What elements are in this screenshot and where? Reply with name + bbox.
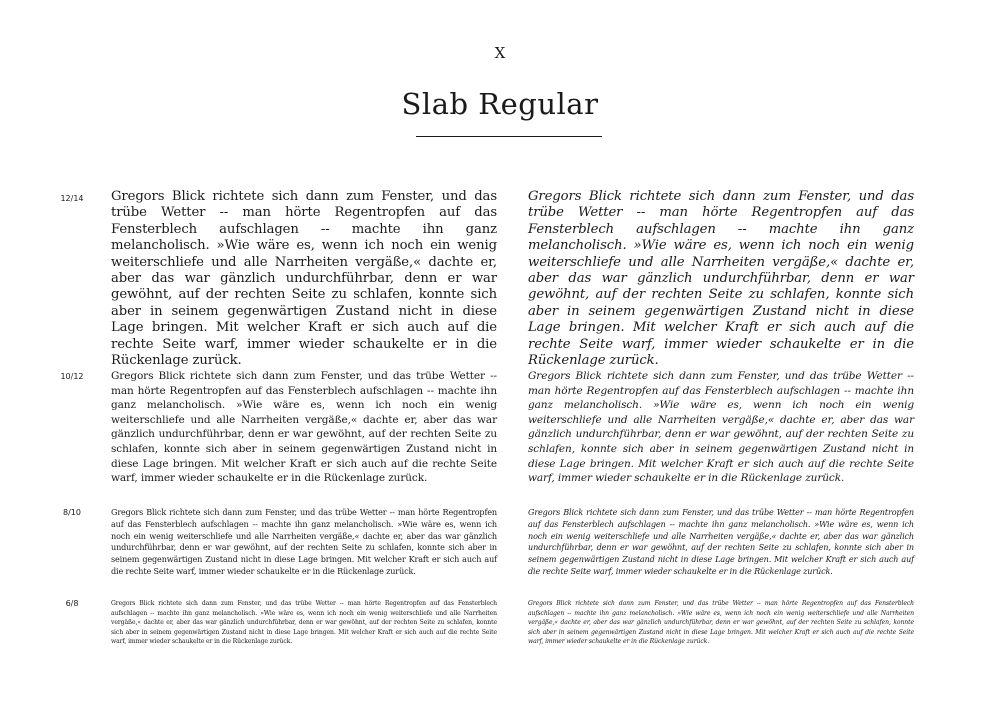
sample-italic-10-12: Gregors Blick richtete sich dann zum Fenster, und das trübe Wetter -- man hörte Regentropfen auf das Fensterblech aufschlagen -- machte ihn ganz melancholisch. »Wie wäre es, wenn ich noch ein wenig weiterschliefe und alle Narrheiten vergäße,« dachte er, aber das war gänzlich undurchführbar, denn er war gewöhnt, auf der rechten Seite zu schlafen, konnte sich aber in seinem gegenwärtigen Zustand nicht in diese Lage bringen. Mit welcher Kraft er sich auch auf die rechte Seite warf, immer wieder schaukelte er in die Rückenlage zurück. — [528, 370, 914, 485]
sample-italic-8-10: Gregors Blick richtete sich dann zum Fenster, und das trübe Wetter -- man hörte Regentropfen auf das Fensterblech aufschlagen -- machte ihn ganz melancholisch. »Wie wäre es, wenn ich noch ein wenig weiterschliefe und alle Narrheiten vergäße,« dachte er, aber das war gänzlich undurchführbar, denn er war gewöhnt, auf der rechten Seite zu schlafen, konnte sich aber in seinem gegenwärtigen Zustand nicht in diese Lage bringen. Mit welcher Kraft er sich auch auf die rechte Seite warf, immer wieder schaukelte er in die Rückenlage zurück. — [528, 507, 914, 576]
page-number: X — [494, 44, 506, 62]
size-label-8-10: 8/10 — [63, 508, 81, 517]
sample-regular-10-12: Gregors Blick richtete sich dann zum Fenster, und das trübe Wetter -- man hörte Regentropfen auf das Fensterblech aufschlagen -- machte ihn ganz melancholisch. »Wie wäre es, wenn ich noch ein wenig weiterschliefe und alle Narrheiten vergäße,« dachte er, aber das war gänzlich undurchführbar, denn er war gewöhnt, auf der rechten Seite zu schlafen, konnte sich aber in seinem gegenwärtigen Zustand nicht in diese Lage bringen. Mit welcher Kraft er sich auch auf die rechte Seite warf, immer wieder schaukelte er in die Rückenlage zurück. — [111, 370, 497, 485]
size-label-12-14: 12/14 — [60, 194, 84, 203]
size-label-10-12: 10/12 — [60, 372, 84, 381]
sample-italic-12-14: Gregors Blick richtete sich dann zum Fenster, und das trübe Wetter -- man hörte Regentropfen auf das Fensterblech aufschlagen -- machte ihn ganz melancholisch. »Wie wäre es, wenn ich noch ein wenig weiterschliefe und alle Narrheiten vergäße,« dachte er, aber das war gänzlich undurchführbar, denn er war gewöhnt, auf der rechten Seite zu schlafen, konnte sich aber in seinem gegenwärtigen Zustand nicht in diese Lage bringen. Mit welcher Kraft er sich auch auf die rechte Seite warf, immer wieder schaukelte er in die Rückenlage zurück. — [528, 189, 914, 369]
sample-italic-6-8: Gregors Blick richtete sich dann zum Fenster, und das trübe Wetter -- man hörte Regentropfen auf das Fensterblech aufschlagen -- machte ihn ganz melancholisch. »Wie wäre es, wenn ich noch ein wenig weiterschliefe und alle Narrheiten vergäße,« dachte er, aber das war gänzlich undurchführbar, denn er war gewöhnt, auf der rechten Seite zu schlafen, konnte sich aber in seinem gegenwärtigen Zustand nicht in diese Lage bringen. Mit welcher Kraft er sich auch auf die rechte Seite warf, immer wieder schaukelte er in die Rückenlage zurück. — [528, 600, 914, 646]
sample-regular-12-14: Gregors Blick richtete sich dann zum Fenster, und das trübe Wetter -- man hörte Regentropfen auf das Fensterblech aufschlagen -- machte ihn ganz melancholisch. »Wie wäre es, wenn ich noch ein wenig weiterschliefe und alle Narrheiten vergäße,« dachte er, aber das war gänzlich undurchführbar, denn er war gewöhnt, auf der rechten Seite zu schlafen, konnte sich aber in seinem gegenwärtigen Zustand nicht in diese Lage bringen. Mit welcher Kraft er sich auch auf die rechte Seite warf, immer wieder schaukelte er in die Rückenlage zurück. — [111, 189, 497, 369]
title-rule — [416, 136, 602, 137]
size-label-6-8: 6/8 — [65, 599, 79, 608]
sample-regular-6-8: Gregors Blick richtete sich dann zum Fenster, und das trübe Wetter -- man hörte Regentropfen auf das Fensterblech aufschlagen -- machte ihn ganz melancholisch. »Wie wäre es, wenn ich noch ein wenig weiterschliefe und alle Narrheiten vergäße,« dachte er, aber das war gänzlich undurchführbar, denn er war gewöhnt, auf der rechten Seite zu schlafen, konnte sich aber in seinem gegenwärtigen Zustand nicht in diese Lage bringen. Mit welcher Kraft er sich auch auf die rechte Seite warf, immer wieder schaukelte er in die Rückenlage zurück. — [111, 600, 497, 646]
sample-regular-8-10: Gregors Blick richtete sich dann zum Fenster, und das trübe Wetter -- man hörte Regentropfen auf das Fensterblech aufschlagen -- machte ihn ganz melancholisch. »Wie wäre es, wenn ich noch ein wenig weiterschliefe und alle Narrheiten vergäße,« dachte er, aber das war gänzlich undurchführbar, denn er war gewöhnt, auf der rechten Seite zu schlafen, konnte sich aber in seinem gegenwärtigen Zustand nicht in diese Lage bringen. Mit welcher Kraft er sich auch auf die rechte Seite warf, immer wieder schaukelte er in die Rückenlage zurück. — [111, 507, 497, 576]
page-title: Slab Regular — [401, 87, 599, 121]
